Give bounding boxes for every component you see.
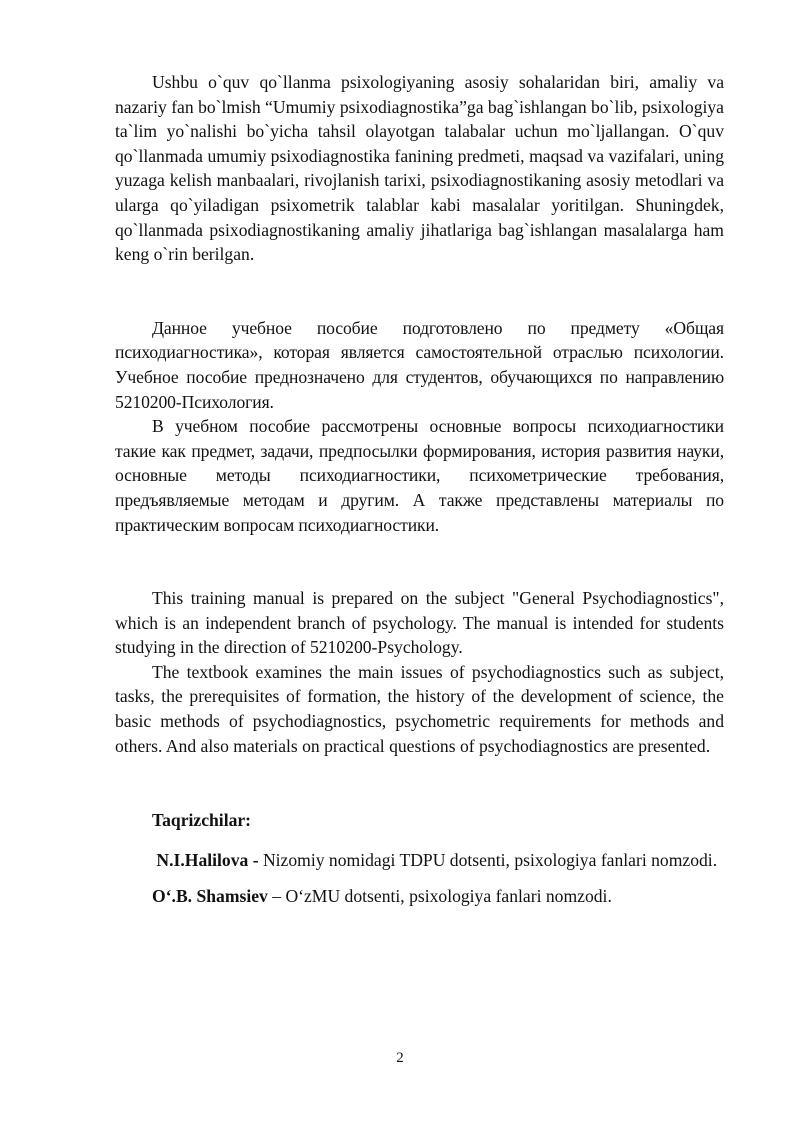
section-spacer (115, 267, 724, 316)
document-page (115, 70, 724, 909)
section-spacer (115, 537, 724, 586)
section-spacer (115, 758, 724, 808)
reviewer-name: O‘.B. Shamsiev (152, 886, 268, 907)
page-number: 2 (396, 1050, 404, 1066)
annotation-russian-paragraph-1: Данное учебное пособие подготовлено по предмету «Общая психодиагностика», которая является самостоятельной отраслью психологии. Учебное пособие преднозначено для студентов, обучающихся по направлению 5210200-Психология. (115, 317, 724, 412)
reviewer-description: Nizomiy nomidagi TDPU dotsenti, psixologiya fanlari nomzodi. (258, 849, 718, 870)
annotation-uzbek-paragraph: Ushbu o`quv qo`llanma psixologiyaning asosiy sohalaridan biri, amaliy va nazariy fan bo`lmish “Umumiy psixodiagnostika”ga bag`ishlangan bo`lib, psixologiya ta`lim yo`nalishi bo`yicha tahsil olayotgan talabalar uchun mo`ljallangan. O`quv qo`llanmada umumiy psixodiagnostika fanining predmeti, maqsad va vazifalari, uning yuzaga kelish manbaalari, rivojlanish tarixi, psixodiagnostikaning asosiy metodlari va ularga qo`yiladigan psixometrik talablar kabi masalalar yoritilgan. Shuningdek, qo`llanmada psixodiagnostikaning amaliy jihatlariga bag`ishlangan masalalarga ham keng o`rin berilgan. (115, 72, 724, 265)
reviewer-entry (115, 884, 724, 909)
annotation-english-paragraph-2: The textbook examines the main issues of psychodiagnostics such as subject, tasks, the prerequisites of formation, the history of the development of science, the basic methods of psychodiagnostics, psychometric requirements for methods and others. And also materials on practical questions of psychodiagnostics are presented. (115, 661, 724, 756)
annotation-russian-paragraph-2: В учебном пособие рассмотрены основные вопросы психодиагностики такие как предмет, задачи, предпосылки формирования, история развития науки, основные методы психодиагностики, психометрические требования, предъявляемые методам и другим. А также представлены материалы по практическим вопросам психодиагностики. (115, 416, 724, 535)
reviewer-description: – O‘zMU dotsenti, psixologiya fanlari nomzodi. (267, 886, 612, 907)
annotation-english-paragraph-1: This training manual is prepared on the subject "General Psychodiagnostics", which is an independent branch of psychology. The manual is intended for students studying in the direction of 5210200-Psychology. (115, 588, 724, 658)
reviewer-name: N.I.Halilova - (156, 849, 259, 870)
reviewer-entry (115, 848, 724, 873)
reviewers-heading: Taqrizchilar: (152, 810, 252, 831)
